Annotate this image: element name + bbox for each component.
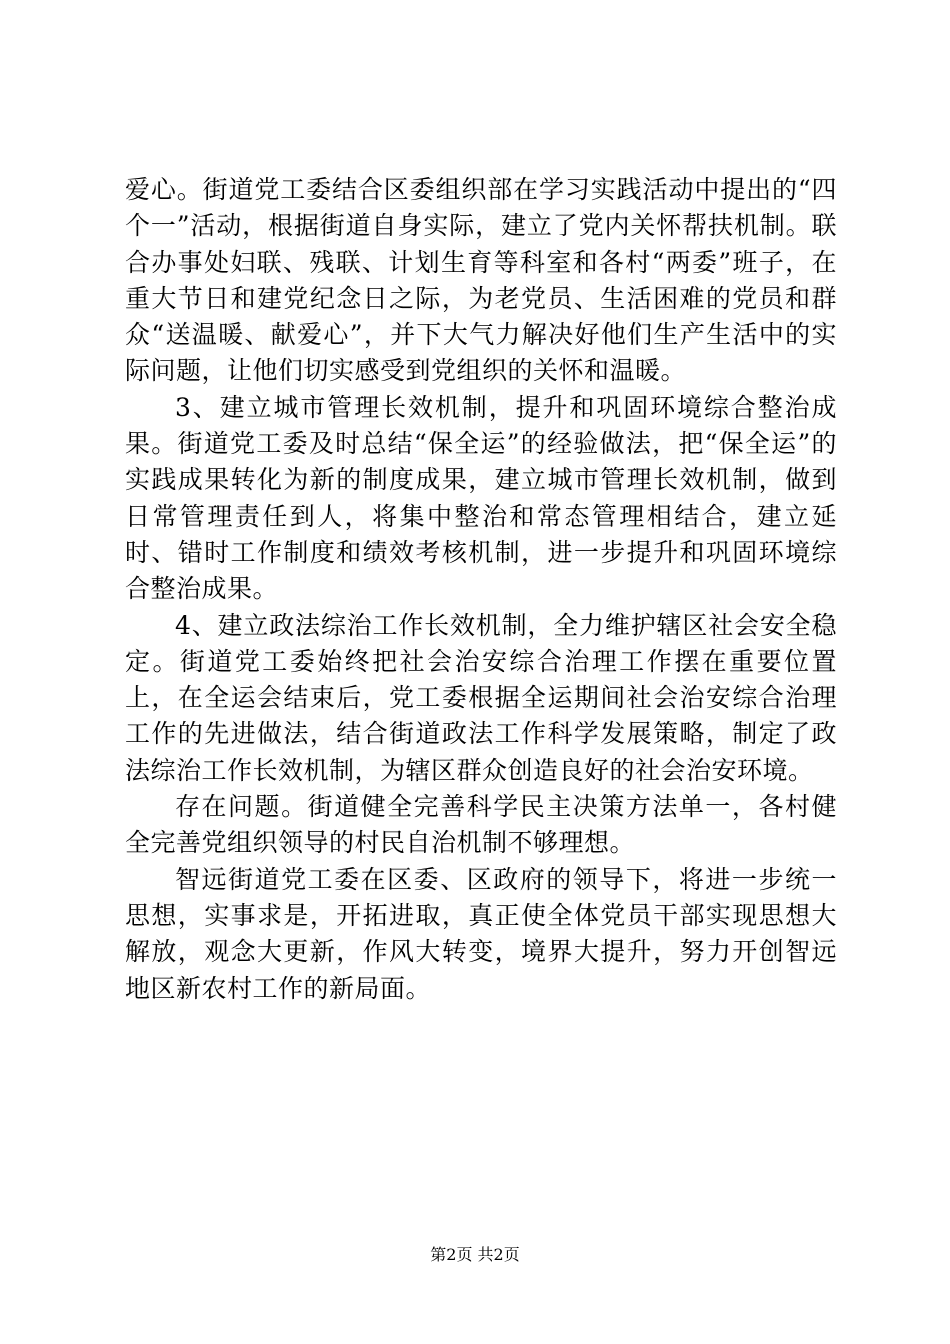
paragraph-caring-mechanism: 爱心。街道党工委结合区委组织部在学习实践活动中提出的“四个一”活动，根据街道自身实际，建立了党内关怀帮扶机制。联合办事处妇联、残联、计划生育等科室和各村“两委”班子，在重大节日和建党纪念日之际，为老党员、生活困难的党员和群众“送温暖、献爱心”，并下大气力解决好他们生产生活中的实际问题，让他们切实感受到党组织的关怀和温暖。 xyxy=(125,175,837,386)
paragraph-political-legal: 4、建立政法综治工作长效机制，全力维护辖区社会安全稳定。街道党工委始终把社会治安综合治理工作摆在重要位置上，在全运会结束后，党工委根据全运期间社会治安综合治理工作的先进做法，结合街道政法工作科学发展策略，制定了政法综治工作长效机制，为辖区群众创造良好的社会治安环境。 xyxy=(125,610,837,785)
page-footer xyxy=(0,1244,950,1266)
paragraph-existing-problems: 存在问题。街道健全完善科学民主决策方法单一，各村健全完善党组织领导的村民自治机制不够理想。 xyxy=(125,792,837,858)
document-body xyxy=(125,172,837,1007)
paragraph-conclusion: 智远街道党工委在区委、区政府的领导下，将进一步统一思想，实事求是，开拓进取，真正使全体党员干部实现思想大解放，观念大更新，作风大转变，境界大提升，努力开创智远地区新农村工作的新局面。 xyxy=(125,864,837,1003)
paragraph-urban-management: 3、建立城市管理长效机制，提升和巩固环境综合整治成果。街道党工委及时总结“保全运”的经验做法，把“保全运”的实践成果转化为新的制度成果，建立城市管理长效机制，做到日常管理责任到人，将集中整治和常态管理相结合，建立延时、错时工作制度和绩效考核机制，进一步提升和巩固环境综合整治成果。 xyxy=(125,392,837,604)
page-number-label: 第2页 共2页 xyxy=(430,1245,520,1264)
